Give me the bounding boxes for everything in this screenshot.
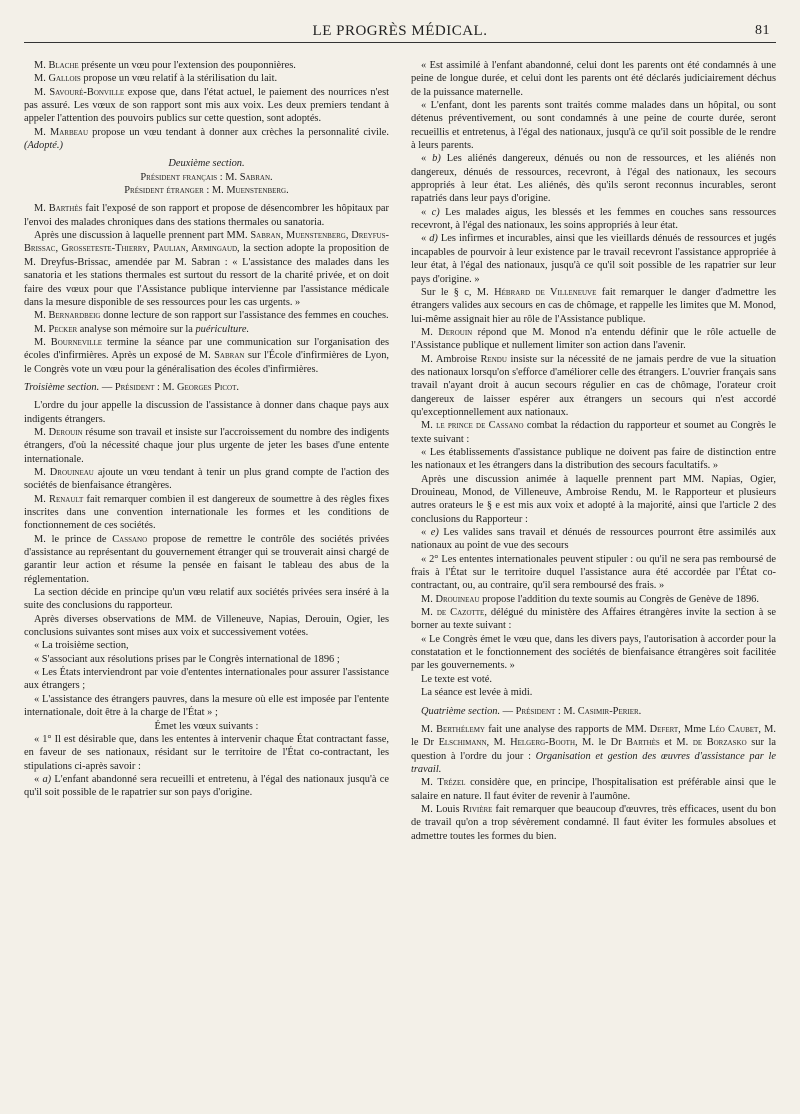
section-heading: Quatrième section. — Président : M. Casimir-Perier. xyxy=(421,705,642,717)
paragraph: M. le prince de Cassano combat la rédaction du rapporteur et soumet au Congrès le texte suivant : xyxy=(411,420,776,445)
section-president: Président français : M. Sabran. xyxy=(140,171,273,183)
paragraph: M. Gallois propose un vœu relatif à la stérilisation du lait. xyxy=(34,73,278,85)
paragraph: M. Marbeau propose un vœu tendant à donner aux crèches la personnalité civile. (Adopté.) xyxy=(24,126,390,152)
paragraph: « L'enfant, dont les parents sont traités comme malades dans un hôpital, ou sont détenus préventivement, ou sont condamnés à une peine de courte durée, seront recueillis et entretenus, à l'égal des nationaux, jusqu'à ce qu'il soit possible de le rendre à leurs parents. xyxy=(411,100,776,152)
paragraph: M. Derouin résume son travail et insiste sur l'accroissement du nombre des indigents étrangers, d'où la nécessité chaque jour plus urgente de jeter les bases d'une entente internationale. xyxy=(24,426,389,465)
paragraph: M. Bernardbeig donne lecture de son rapport sur l'assistance des femmes en couches. xyxy=(34,310,389,322)
quote-line: Émet les vœux suivants : xyxy=(154,720,259,732)
quote-line: « a) L'enfant abandonné sera recueilli et entretenu, à l'égal des nationaux jusqu'à ce qu'il soit possible de le rapatrier sur son pays d'origine. xyxy=(24,773,389,799)
paragraph: M. Drouineau propose l'addition du texte soumis au Congrès de Genève de 1896. xyxy=(421,593,759,605)
paragraph: « Le Congrès émet le vœu que, dans les divers pays, l'autorisation à accorder pour la constatation et le fonctionnement des sociétés de bienfaisance étrangères soit facilitée par les gouvernements. » xyxy=(411,633,776,672)
paragraph: M. Savouré-Bonville expose que, dans l'état actuel, le paiement des nourrices n'est pas assuré. Les vœux de son rapport sont mis aux voix. Les deux premiers tendant à appeler l'attention des pouvoirs publics sur cette question, sont adoptés. xyxy=(24,86,389,125)
paragraph: M. le prince de Cassano propose de remettre le contrôle des sociétés privées d'assistance au représentant du gouvernement étranger qui se trouverait ainsi chargé de garantir leur action et résume la pensée en faisant le tableau des abus de la réglementation. xyxy=(24,533,389,585)
paragraph: Sur le § c, M. Hébrard de Villeneuve fait remarquer le danger d'admettre les étrangers valides aux secours en cas de chômage, et rappelle les limites que M. Monod, lui-même assignait hier au rôle de l'Assistance publique. xyxy=(411,286,776,325)
paragraph: M. de Cazotte, délégué du ministère des Affaires étrangères invite la section à se borner au texte suivant : xyxy=(411,607,776,632)
quote-line: « La troisième section, xyxy=(34,640,129,652)
paragraph: Après diverses observations de MM. de Villeneuve, Napias, Derouin, Ogier, les conclusions suivantes sont mises aux voix et successivement votées. xyxy=(24,613,389,639)
paragraph: M. Drouineau ajoute un vœu tendant à tenir un plus grand compte de l'action des sociétés de bienfaisance étrangères. xyxy=(24,466,389,492)
section-president: Président étranger : M. Muenstenberg. xyxy=(124,185,289,197)
paragraph: Le texte est voté. xyxy=(421,673,492,685)
paragraph: Après une discussion animée à laquelle prennent part MM. Napias, Ogier, Drouineau, Monod, de Villeneuve, Ambroise Rendu, M. le Rapporteur et plusieurs autres orateurs le § e est mis aux voix et adopté à la majorité, ainsi que l'article 2 des conclusions du Rapporteur : xyxy=(411,473,776,525)
section-heading: Deuxième section. xyxy=(168,158,245,170)
paragraph: L'ordre du jour appelle la discussion de l'assistance à donner dans chaque pays aux indigents étrangers. xyxy=(24,400,389,425)
paragraph: M. Bourneville termine la séance par une communication sur l'organisation des écoles d'infirmières. Après un exposé de M. Sabran sur l'École d'infirmières de Lyon, le Congrès vote un vœu pour la généralisation des écoles d'infirmières. xyxy=(24,336,389,375)
journal-title: LE PROGRÈS MÉDICAL. xyxy=(312,23,488,39)
quote-line: « 1° Il est désirable que, dans les ententes à intervenir chaque État contractant fasse, en faveur de ses nationaux, résidant sur le territoire de l'État co-contractant, les stipulations ci-après savoir : xyxy=(24,733,389,772)
paragraph: « b) Les aliénés dangereux, dénués ou non de ressources, et les aliénés non dangereux, dénués de ressources, recevront, à l'égal des nationaux, les secours appropriés à leur état. Les aliénés, dès qu'ils seront reconnus incurables, seront rapatriés dans leur pays d'origine. xyxy=(411,153,776,205)
paragraph: M. Ambroise Rendu insiste sur la nécessité de ne jamais perdre de vue la situation des nationaux lorsqu'on s'efforce d'améliorer celle des étrangers. L'ouvrier français sans travail n'ayant droit à aucun secours régulier en cas de chômage, l'orateur croit dangereux de laisser espérer aux étrangers un secours qui n'est accordé qu'exceptionnellement aux nationaux. xyxy=(411,353,776,418)
paragraph: « Est assimilé à l'enfant abandonné, celui dont les parents ont été condamnés à une peine de longue durée, et celui dont les parents ont été déclarés judiciairement déchus de la puissance maternelle. xyxy=(411,60,776,98)
paragraph: « Les établissements d'assistance publique ne doivent pas faire de distinction entre les nationaux et les étrangers dans la distribution des secours facultatifs. » xyxy=(411,446,776,472)
paragraph: M. Blache présente un vœu pour l'extension des pouponnières. xyxy=(34,60,296,71)
left-column xyxy=(24,59,389,843)
quote-line: « S'associant aux résolutions prises par le Congrès international de 1896 ; xyxy=(34,653,340,665)
quote-line: « L'assistance des étrangers pauvres, dans la mesure où elle est imposée par l'entente internationale, doit être à la charge de l'État » ; xyxy=(24,693,389,719)
paragraph: M. Berthélemy fait une analyse des rapports de MM. Defert, Mme Léo Caubet, M. le Dr Elschimann, M. Helgerg-Booth, M. le Dr Barthès et M. de Borzasko sur la question à l'ordre du jour : Organisation et gestion des œuvres d'assistance par le travail. xyxy=(411,723,776,775)
paragraph: M. Louis Rivière fait remarquer que beaucoup d'œuvres, très efficaces, usent du bon de travail qu'on a trop sévèrement condamné. Il faut éviter les formules absolues et admettre toutes les formes du bien. xyxy=(411,803,777,842)
paragraph: Après une discussion à laquelle prennent part MM. Sabran, Muenstenberg, Dreyfus-Brissac, Grosseteste-Thierry, Paulian, Armingaud, la section adopte la proposition de M. Dreyfus-Brissac, amendée par M. Sabran : « L'assistance des malades dans les sanatoria et les stations thermales est surtout du ressort de la charité privée, et on doit faire des vœux pour que l'Assistance publique intervienne par l'assistance médicale dans la mesure disponible de ses ressources pour les cas urgents. » xyxy=(24,230,389,308)
right-column xyxy=(411,59,776,843)
paragraph: M. Barthès fait l'exposé de son rapport et propose de désencombrer les hôpitaux par l'envoi des malades chroniques dans des stations thermales ou sanatoria. xyxy=(24,203,389,228)
quote-line: « Les États interviendront par voie d'ententes internationales pour assurer l'assistance aux étrangers ; xyxy=(24,667,389,692)
paragraph: « 2° Les ententes internationales peuvent stipuler : ou qu'il ne sera pas remboursé de frais à l'État sur le territoire duquel l'assistance aura été accordée par l'État co-contractant, ou, au contraire, qu'il sera remboursé des frais. » xyxy=(411,553,776,592)
page-number: 81 xyxy=(755,23,770,38)
paragraph: La séance est levée à midi. xyxy=(421,687,533,699)
paragraph: La section décide en principe qu'un vœu relatif aux sociétés privées sera inséré à la suite des conclusions du rapporteur. xyxy=(24,587,389,612)
paragraph: « c) Les malades aigus, les blessés et les femmes en couches sans ressources recevront, à l'égal des nationaux, les soins appropriés à leur état. xyxy=(411,206,776,232)
paragraph: M. Pecker analyse son mémoire sur la puériculture. xyxy=(34,323,250,335)
paragraph: « d) Les infirmes et incurables, ainsi que les vieillards dénués de ressources et jugés incapables de pourvoir à leur existence par le travail recevront l'assistance appropriée à leur état, à l'égal des nationaux, jusqu'à ce qu'il soit possible de les rapatrier sur leur pays d'origine. » xyxy=(411,233,776,285)
paragraph: M. Renault fait remarquer combien il est dangereux de soumettre à des règles fixes inscrites dans une convention internationale les formes et les conditions de fonctionnement de ces sociétés. xyxy=(24,493,389,532)
paragraph: M. Trézel considère que, en principe, l'hospitalisation est préférable ainsi que le salaire en nature. Il faut éviter de revenir à l'aumône. xyxy=(411,777,776,802)
running-header xyxy=(24,20,776,43)
section-heading: Troisième section. — Président : M. Georges Picot. xyxy=(24,381,239,393)
paragraph: M. Derouin répond que M. Monod n'a entendu définir que le rôle actuelle de l'Assistance publique et nullement limiter son action dans l'avenir. xyxy=(411,326,777,352)
paragraph: « e) Les valides sans travail et dénués de ressources pourront être assimilés aux nationaux au point de vue des secours xyxy=(411,527,776,552)
